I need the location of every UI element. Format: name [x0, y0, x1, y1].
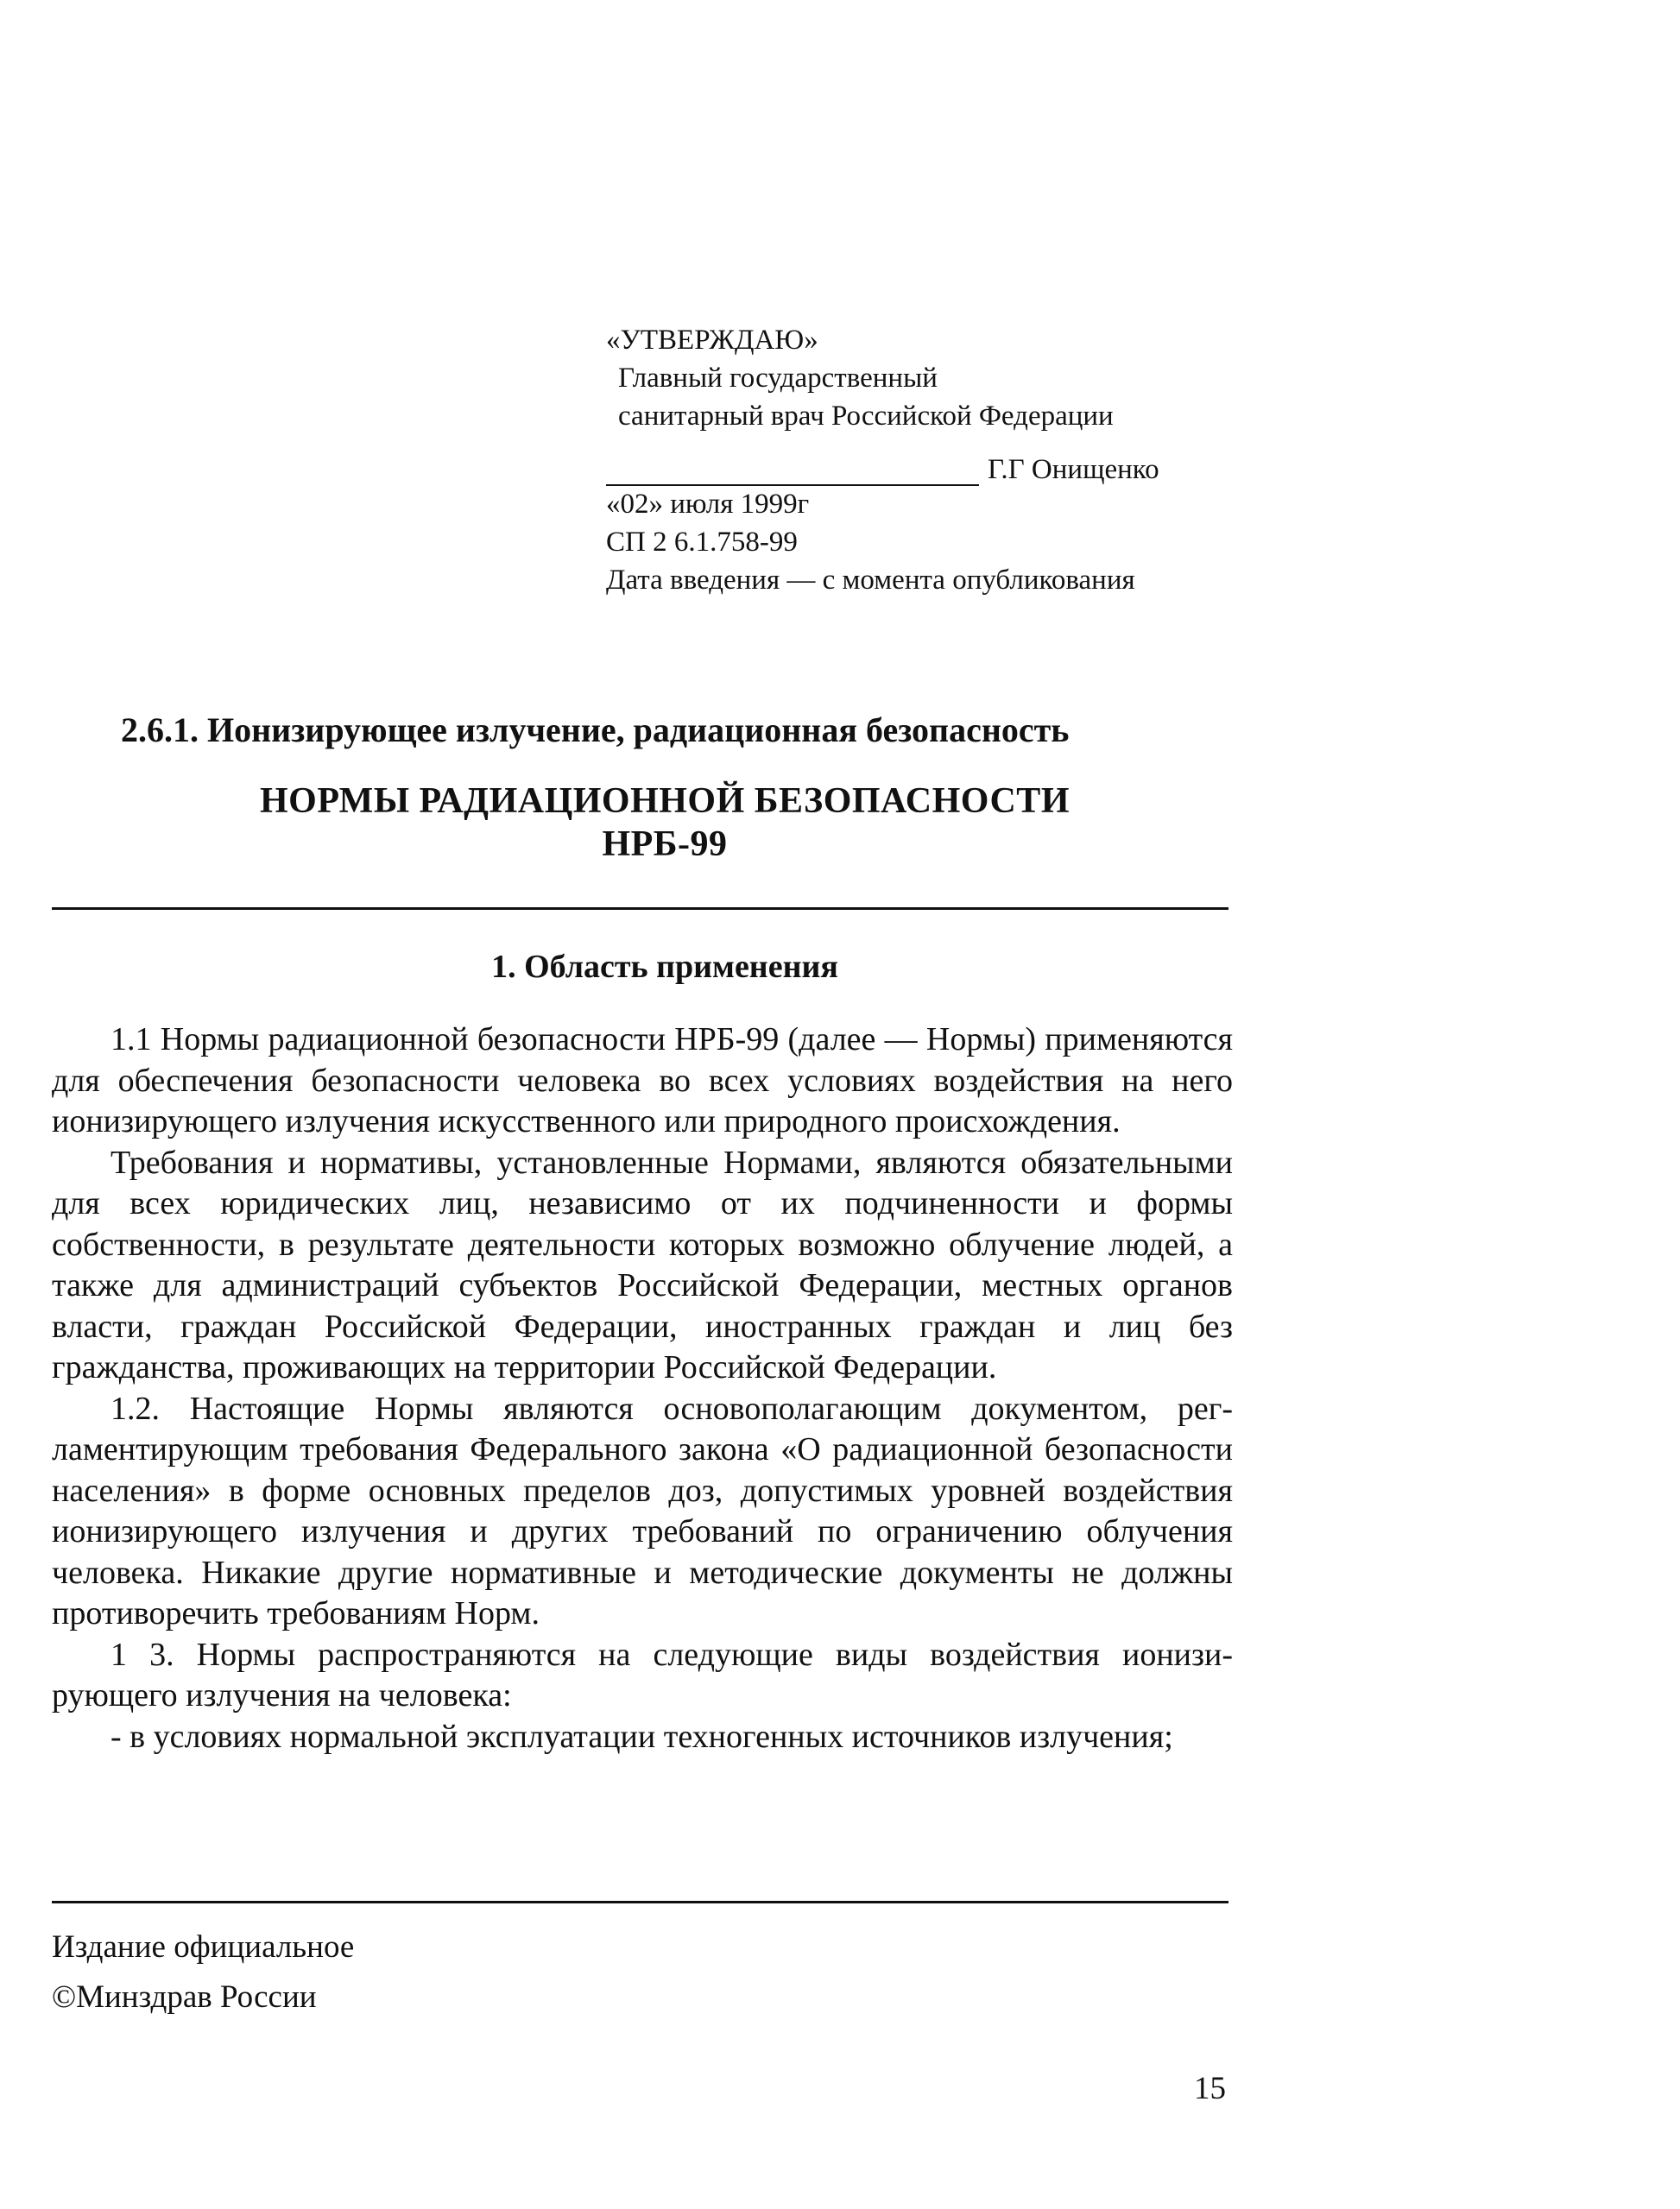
copyright-note: ©Минздрав России	[52, 1979, 317, 2015]
footer-divider	[52, 1901, 1228, 1903]
section-heading: 2.6.1. Ионизирующее излучение, радиационная безопасность	[121, 710, 1070, 749]
body-text	[52, 1019, 1233, 1758]
page-number: 15	[1194, 2071, 1226, 2106]
signature-line	[606, 484, 979, 486]
approval-position-line2: санитарный врач Российской Федерации	[618, 401, 1114, 432]
approval-heading: «УТВЕРЖДАЮ»	[606, 325, 818, 356]
edition-note: Издание официальное	[52, 1929, 355, 1965]
document-code-title: НРБ-99	[602, 824, 728, 864]
paragraph: Требования и нормативы, установленные Нормами, являются обязательными для всех юридических лиц, независимо от их подчиненности и формы собственности, в результате деятельности которых возможно облучение людей, а также для администраций субъектов Российской Федерации, местных органов власти, граждан Российской Федерации, иностранных граждан и лиц без гражданства, проживающих на территории Российской Федерации.	[52, 1144, 1233, 1385]
paragraph: 1.2. Настоящие Нормы являются основополагающим документом, регламентирующим требования Федерального закона «О радиационной безопасности населения» в форме основных пределов доз, допустимых уровней воздействия ионизирующего излучения и других требований по ограничению облучения человека. Никакие другие нормативные и методические документы не должны противоречить требованиям Норм.	[52, 1390, 1233, 1632]
approval-signatory: Г.Г Онищенко	[988, 454, 1159, 485]
effective-date-note: Дата введения — с момента опубликования	[606, 565, 1135, 596]
paragraph: 1.1 Нормы радиационной безопасности НРБ-99 (далее — Нормы) применяются для обеспечения безопасности человека во всех условиях воздействия на него ионизирующего излучения искусственного или природного происхождения.	[52, 1021, 1233, 1139]
paragraph: - в условиях нормальной эксплуатации техногенных источников излучения;	[111, 1718, 1173, 1755]
title-divider	[52, 907, 1228, 910]
document-code: СП 2 6.1.758-99	[606, 527, 798, 558]
approval-date: «02» июля 1999г	[606, 489, 810, 520]
approval-position-line1: Главный государственный	[618, 363, 938, 394]
document-title: НОРМЫ РАДИАЦИОННОЙ БЕЗОПАСНОСТИ	[259, 781, 1070, 821]
paragraph: 1 3. Нормы распространяются на следующие виды воздействия ионизирующего излучения на человека:	[52, 1636, 1233, 1714]
chapter-heading: 1. Область применения	[491, 949, 838, 985]
